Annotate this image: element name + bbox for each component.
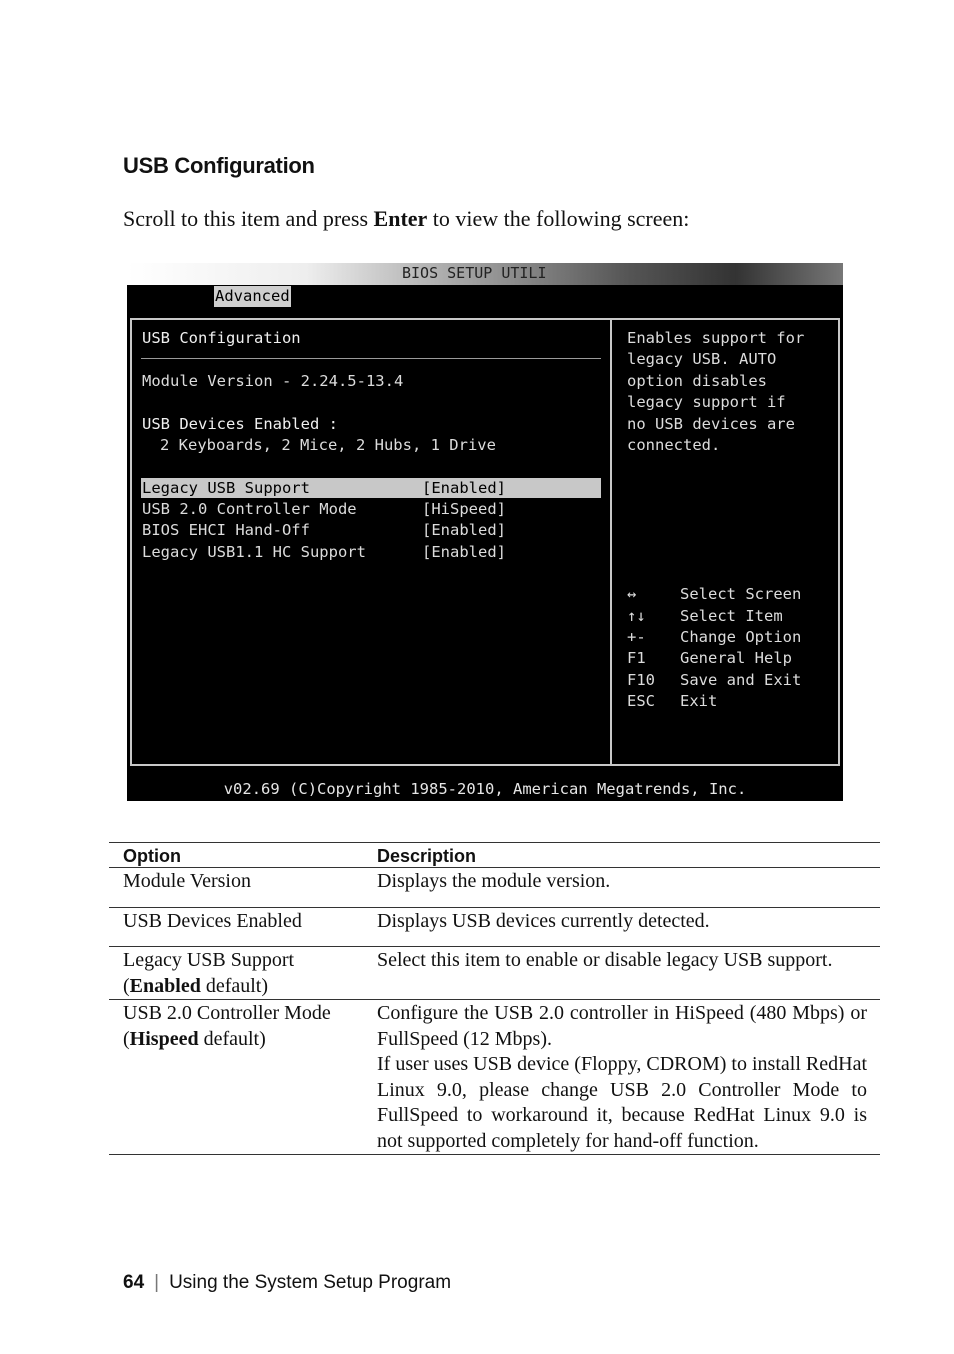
bios-separator: [141, 358, 601, 359]
intro-paragraph: [123, 206, 689, 232]
bios-setting-controller-mode-name[interactable]: USB 2.0 Controller Mode: [142, 500, 357, 518]
option-cell: Legacy USB Support (Enabled default): [109, 947, 373, 1000]
bios-key: F10: [627, 671, 655, 689]
bios-panel-divider: [610, 318, 612, 766]
description-cell: Select this item to enable or disable legacy USB support.: [373, 947, 880, 1000]
page-footer: [123, 1272, 451, 1294]
bios-key: ESC: [627, 692, 655, 710]
bios-title-bar: [127, 263, 843, 285]
bios-key-action: Select Item: [680, 607, 783, 625]
bios-help-line: connected.: [627, 436, 721, 454]
description-note: If user uses USB device (Floppy, CDROM) to install RedHat Linux 9.0, please change USB 2.0 Controller Mode to FullSpeed to workaround it, because RedHat Linux 9.0 is not supported completely for hand-off function.: [377, 1053, 867, 1152]
bios-screenshot: [127, 263, 843, 801]
bios-setting-legacy-usb-value[interactable]: [Enabled]: [422, 479, 506, 497]
option-name: Legacy USB Support: [123, 949, 295, 971]
option-default-value: Enabled: [129, 974, 201, 997]
bios-devices-value: 2 Keyboards, 2 Mice, 2 Hubs, 1 Drive: [160, 436, 496, 454]
header-option: Option: [109, 843, 373, 868]
option-default-suffix: default): [200, 974, 269, 997]
bios-key-action: Save and Exit: [680, 671, 802, 689]
options-table: [109, 842, 880, 1155]
intro-text-after: to view the following screen:: [427, 206, 690, 231]
table-row: [109, 868, 880, 908]
bios-key: F1: [627, 649, 646, 667]
up-down-arrow-icon: ↑↓: [627, 607, 646, 625]
bios-help-line: legacy USB. AUTO: [627, 350, 777, 368]
header-description: Description: [373, 843, 880, 868]
bios-key-action: General Help: [680, 649, 792, 667]
left-right-arrow-icon: ↔: [627, 585, 637, 603]
description-cell: Displays USB devices currently detected.: [373, 907, 880, 947]
option-default-value: Hispeed: [129, 1027, 199, 1050]
intro-key: Enter: [373, 206, 428, 231]
bios-setting-ehci-handoff-name[interactable]: BIOS EHCI Hand-Off: [142, 521, 310, 539]
bios-copyright-footer: v02.69 (C)Copyright 1985-2010, American Megatrends, Inc.: [223, 780, 747, 798]
option-name: USB 2.0 Controller Mode: [123, 1002, 331, 1024]
bios-setting-usb11-hc-value[interactable]: [Enabled]: [422, 543, 506, 561]
bios-panel-title: USB Configuration: [142, 329, 301, 347]
bios-key-action: Change Option: [680, 628, 802, 646]
table-row: [109, 947, 880, 1000]
option-cell: USB 2.0 Controller Mode (Hispeed default): [109, 1000, 373, 1155]
bios-setting-usb11-hc-name[interactable]: Legacy USB1.1 HC Support: [142, 543, 366, 561]
footer-separator: |: [154, 1272, 160, 1293]
bios-setting-legacy-usb-name[interactable]: Legacy USB Support: [142, 479, 310, 497]
chapter-title: Using the System Setup Program: [169, 1272, 452, 1293]
bios-help-line: legacy support if: [627, 393, 786, 411]
bios-help-line: Enables support for: [627, 329, 805, 347]
bios-devices-label: USB Devices Enabled :: [142, 415, 338, 433]
table-header-row: [109, 843, 880, 868]
bios-tab-advanced[interactable]: Advanced: [215, 287, 290, 305]
description-text: Configure the USB 2.0 controller in HiSpeed (480 Mbps) or FullSpeed (12 Mbps).: [377, 1002, 867, 1050]
section-heading: USB Configuration: [123, 153, 315, 178]
bios-key: +-: [627, 628, 646, 646]
bios-help-line: no USB devices are: [627, 415, 795, 433]
table-row: [109, 1000, 880, 1155]
option-cell: USB Devices Enabled: [109, 907, 373, 947]
bios-help-line: option disables: [627, 372, 767, 390]
page-number: 64: [123, 1272, 145, 1293]
description-cell: Displays the module version.: [373, 868, 880, 908]
bios-key-action: Exit: [680, 692, 718, 710]
option-cell: Module Version: [109, 868, 373, 908]
option-default-suffix: default): [198, 1027, 266, 1050]
bios-title: BIOS SETUP UTILI: [402, 264, 547, 282]
table-row: [109, 907, 880, 947]
bios-setting-controller-mode-value[interactable]: [HiSpeed]: [422, 500, 506, 518]
intro-text-before: Scroll to this item and press: [123, 206, 374, 231]
description-cell: [373, 1000, 880, 1155]
bios-setting-ehci-handoff-value[interactable]: [Enabled]: [422, 521, 506, 539]
bios-key-action: Select Screen: [680, 585, 802, 603]
bios-module-version: Module Version - 2.24.5-13.4: [142, 372, 404, 390]
